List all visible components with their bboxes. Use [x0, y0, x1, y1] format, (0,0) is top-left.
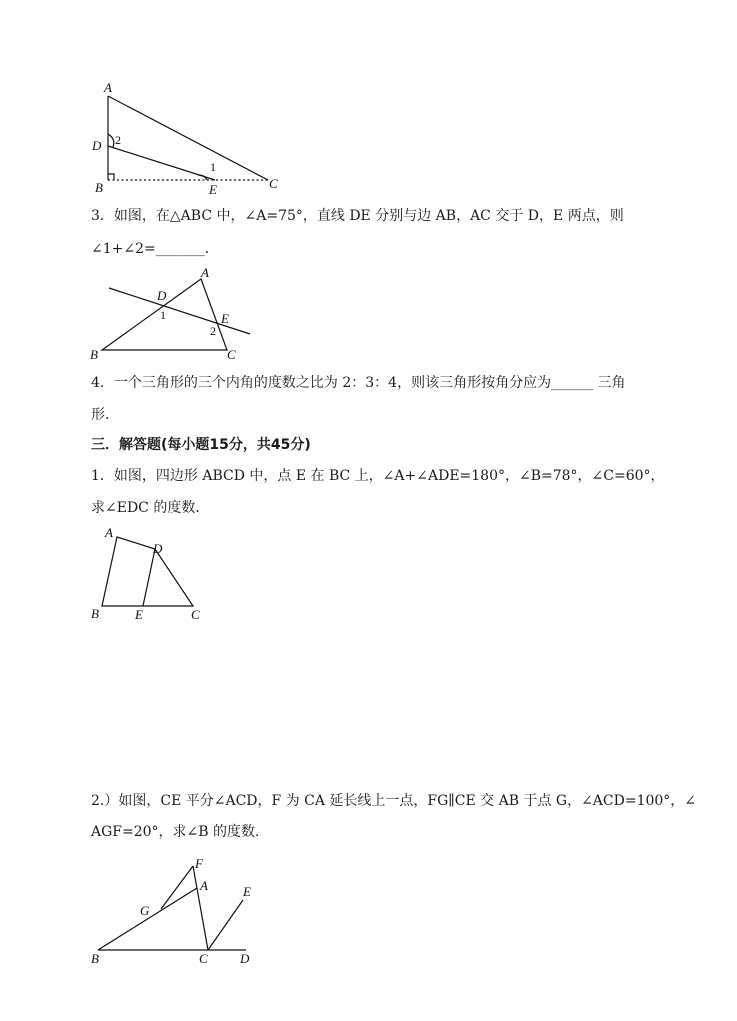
angle-1-arc [198, 175, 207, 180]
label-B: B [95, 180, 103, 195]
label-D: D [240, 951, 250, 966]
segment-DE [143, 549, 155, 606]
question-4-line-1: 4．一个三角形的三个内角的度数之比为 2：3：4，则该三角形按角分应为______ 三角 [91, 375, 626, 391]
label-C: C [227, 347, 236, 362]
label-A: A [200, 878, 208, 893]
angle-2-arc [108, 134, 114, 147]
figure-triangle-transversal [85, 262, 265, 366]
label-angle-2: 2 [210, 324, 216, 338]
question-4-line-2: 形． [91, 407, 119, 423]
label-A: A [201, 265, 209, 280]
label-C: C [199, 951, 208, 966]
label-A: A [104, 80, 112, 95]
label-C: C [269, 176, 278, 191]
segment-CE [208, 900, 243, 950]
figure-angle-bisector [85, 852, 265, 970]
solution-1-line-2: 求∠EDC 的度数． [91, 500, 210, 516]
figure-quadrilateral [85, 523, 215, 627]
label-angle-1: 1 [160, 308, 166, 322]
label-angle-2: 2 [115, 133, 121, 147]
quadrilateral-ABCD [102, 537, 193, 606]
solution-2-line-1: 2.）如图，CE 平分∠ACD，F 为 CA 延长线上一点，FG∥CE 交 AB 于点 G，∠ACD=100°，∠ [91, 793, 697, 809]
label-E: E [209, 182, 217, 197]
label-B: B [91, 606, 99, 621]
label-E: E [221, 311, 229, 326]
label-C: C [191, 607, 200, 622]
segment-FG [161, 866, 193, 909]
label-G: G [140, 903, 150, 918]
label-D: D [157, 288, 167, 303]
label-F: F [195, 856, 203, 871]
question-3-line-2: ∠1+∠2=_______． [91, 241, 219, 257]
right-angle-mark [108, 174, 114, 180]
label-D: D [92, 138, 102, 153]
label-E: E [135, 607, 143, 622]
solution-2-line-2: AGF=20°，求∠B 的度数． [91, 824, 270, 840]
segment-BA [98, 888, 197, 950]
label-B: B [91, 951, 99, 966]
label-B: B [90, 347, 98, 362]
solution-1-line-1: 1．如图，四边形 ABCD 中，点 E 在 BC 上，∠A+∠ADE=180°，∠B=78°，∠C=60°， [91, 468, 665, 484]
figure-right-triangle [85, 78, 295, 198]
segment-AC [108, 96, 268, 180]
question-3-line-1: 3．如图，在△ABC 中，∠A=75°，直线 DE 分别与边 AB，AC 交于 D，E 两点，则 [91, 208, 624, 224]
label-E: E [243, 884, 251, 899]
section-3-heading: 三．解答题(每小题15分，共45分) [91, 437, 311, 453]
label-D: D [153, 541, 163, 556]
label-angle-1: 1 [210, 160, 216, 174]
label-A: A [105, 525, 113, 540]
